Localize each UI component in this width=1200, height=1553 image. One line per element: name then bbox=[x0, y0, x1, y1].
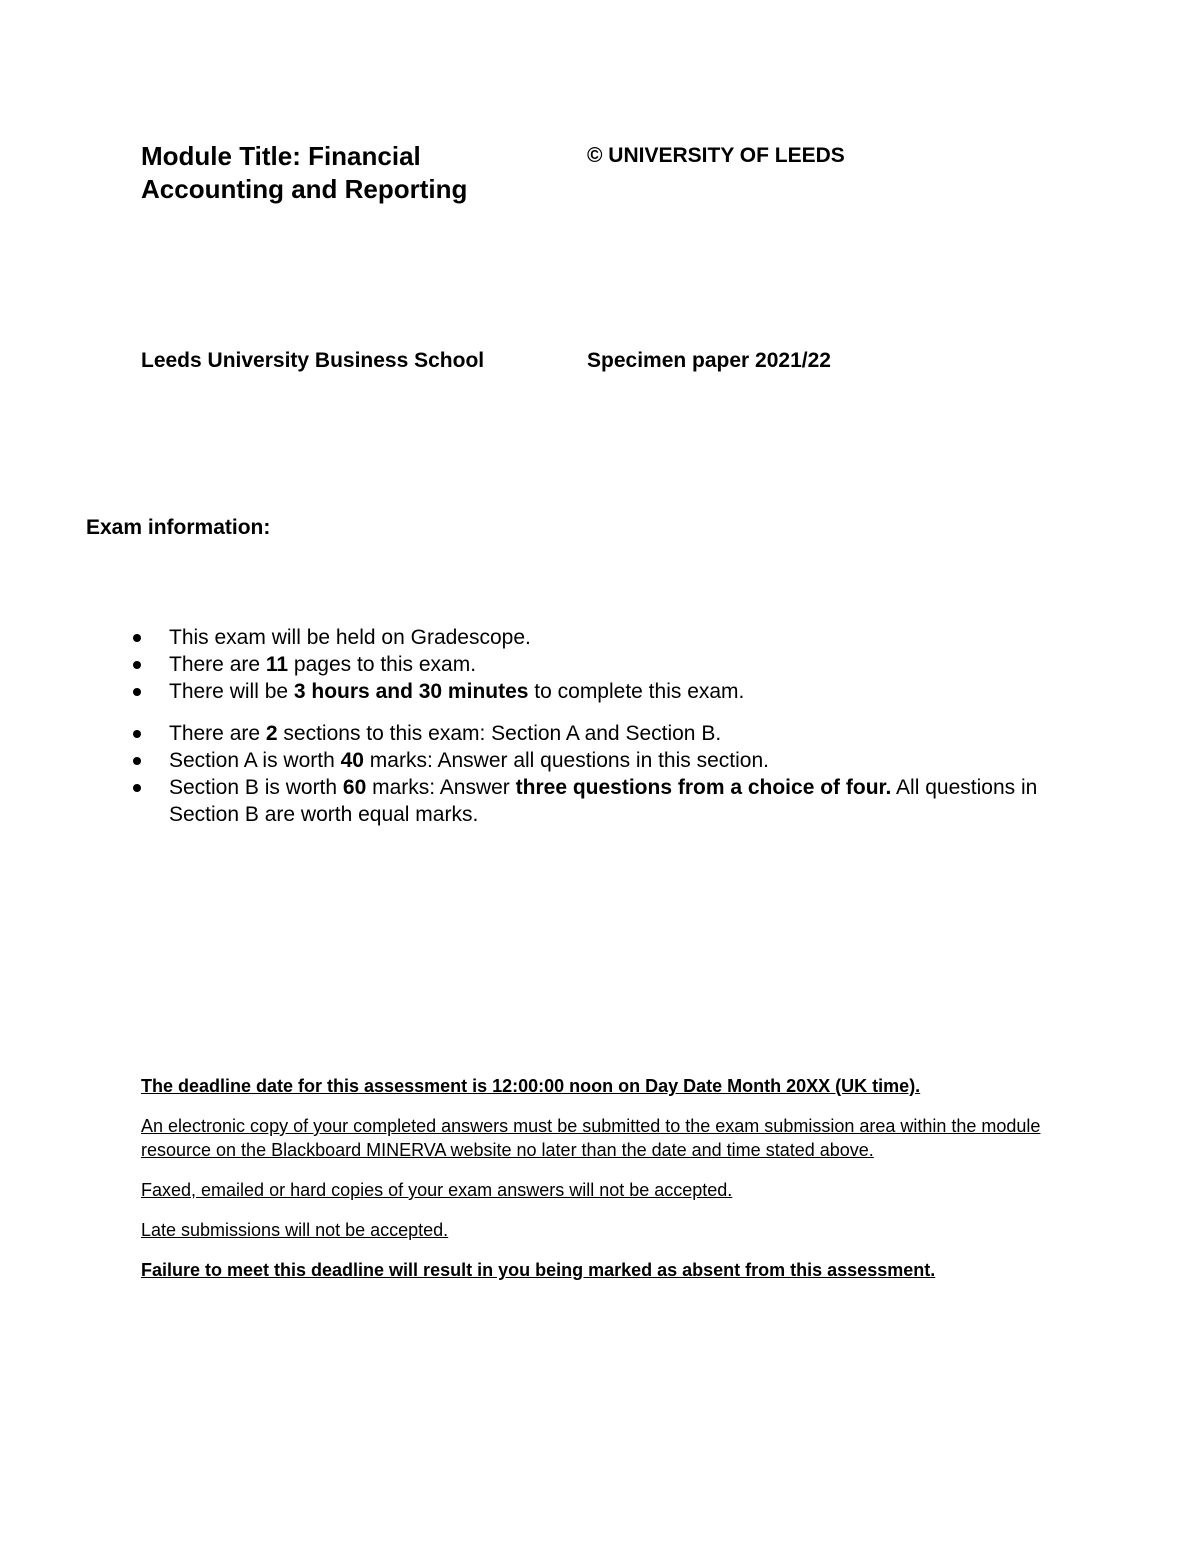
list-item: Section A is worth 40 marks: Answer all questions in this section. bbox=[130, 747, 1050, 774]
list-item: Section B is worth 60 marks: Answer three questions from a choice of four. All questions in Section B are worth equal marks. bbox=[130, 774, 1050, 828]
list-item: There will be 3 hours and 30 minutes to complete this exam. bbox=[130, 678, 1050, 705]
module-title-line-1: Module Title: Financial bbox=[141, 141, 421, 171]
exam-info-list-2 bbox=[130, 720, 1050, 828]
list-item: There are 2 sections to this exam: Section A and Section B. bbox=[130, 720, 1050, 747]
absence-warning: Failure to meet this deadline will result in you being marked as absent from this assessment. bbox=[141, 1260, 936, 1280]
submission-instructions: An electronic copy of your completed answers must be submitted to the exam submission area within the module resource on the Blackboard MINERVA website no later than the date and time stated above. bbox=[141, 1116, 1041, 1160]
deadline-notice bbox=[141, 1074, 1081, 1298]
copyright-notice: © UNIVERSITY OF LEEDS bbox=[587, 144, 845, 167]
module-title bbox=[141, 140, 541, 206]
module-title-line-2: Accounting and Reporting bbox=[141, 174, 468, 204]
school-name: Leeds University Business School bbox=[141, 349, 485, 372]
exam-info-list-1 bbox=[130, 624, 1050, 705]
list-item: There are 11 pages to this exam. bbox=[130, 651, 1050, 678]
exam-info-heading: Exam information: bbox=[86, 516, 271, 539]
late-submission-notice: Late submissions will not be accepted. bbox=[141, 1220, 449, 1240]
paper-label: Specimen paper 2021/22 bbox=[587, 349, 831, 372]
deadline-date: The deadline date for this assessment is 12:00:00 noon on Day Date Month 20XX (UK time). bbox=[141, 1076, 921, 1096]
list-item: This exam will be held on Gradescope. bbox=[130, 624, 1050, 651]
no-hard-copies-notice: Faxed, emailed or hard copies of your exam answers will not be accepted. bbox=[141, 1180, 733, 1200]
